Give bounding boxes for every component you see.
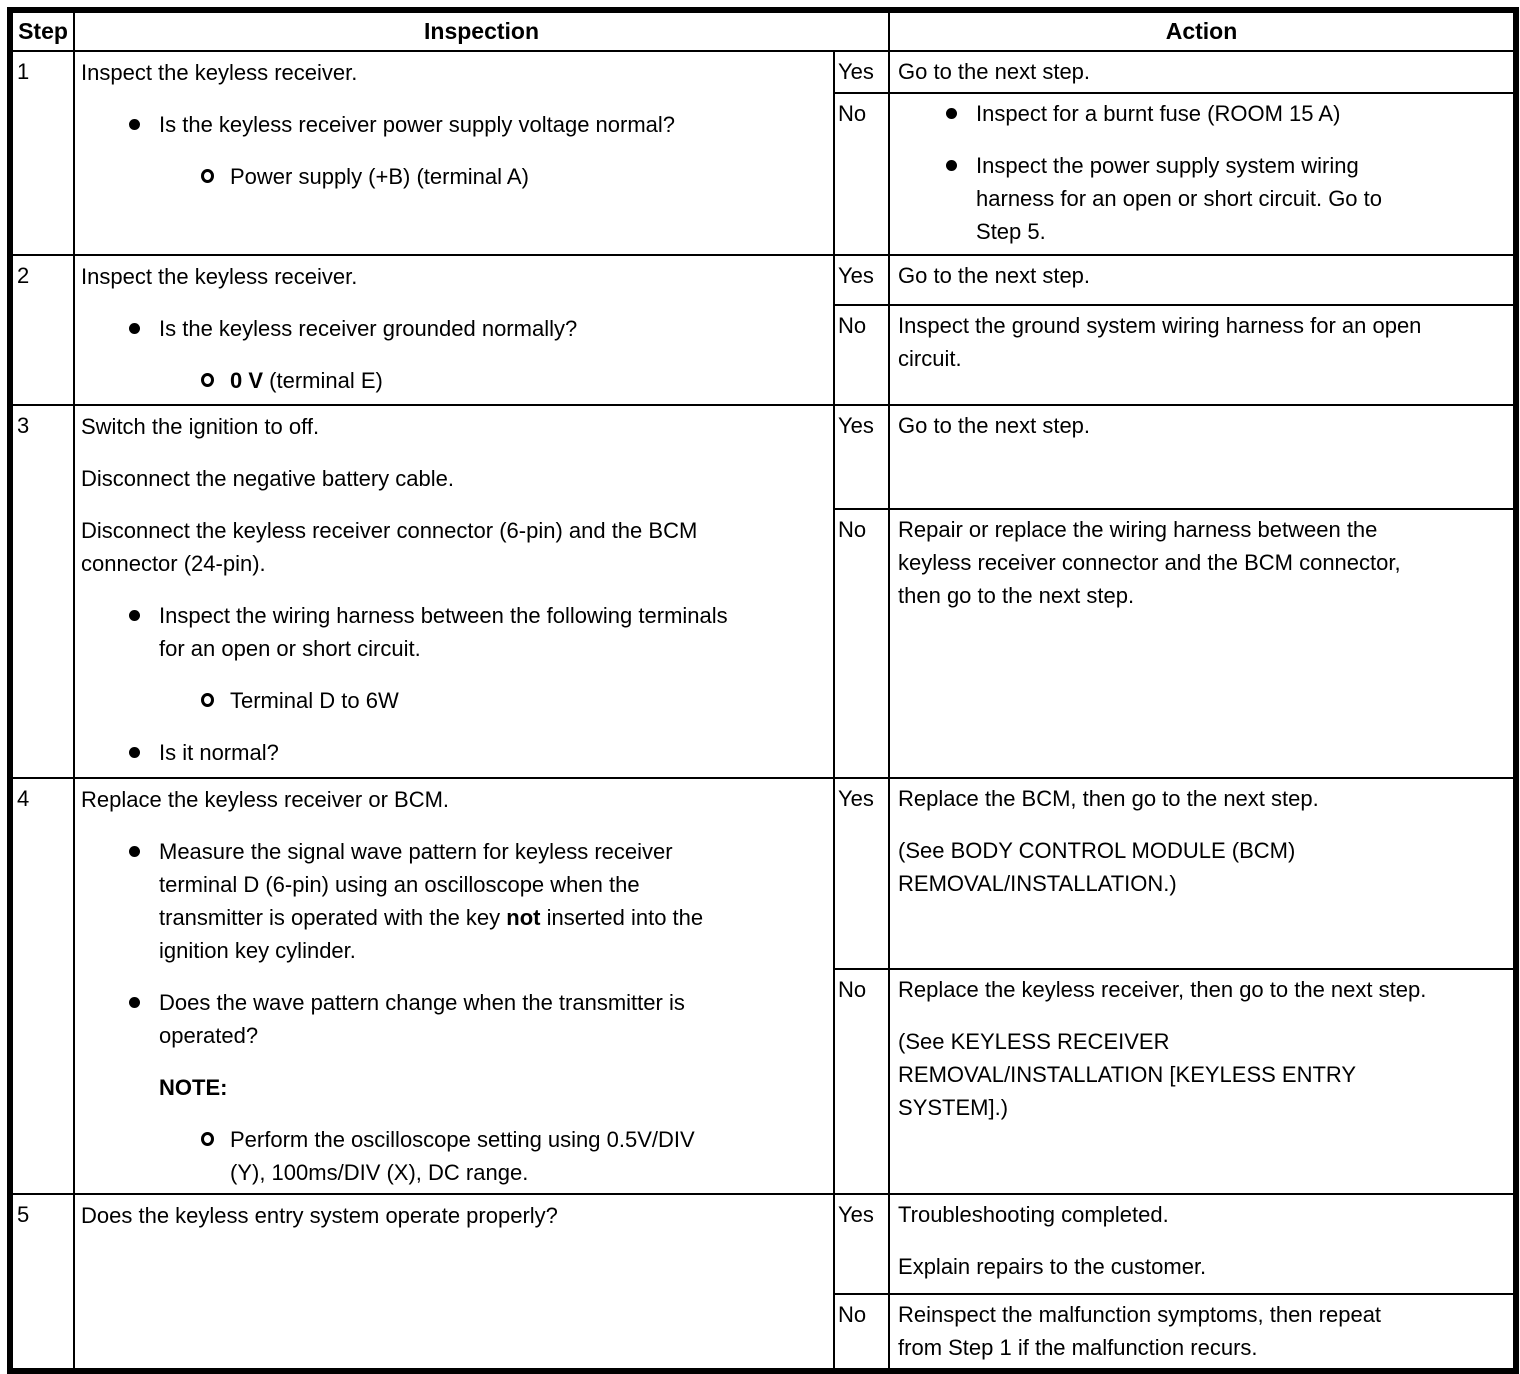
paragraph: [898, 1298, 1505, 1364]
no-label-cell: No: [834, 509, 889, 778]
no-label-cell: No: [834, 93, 889, 255]
text: Replace the keyless receiver, then go to the next step.: [898, 977, 1427, 1003]
step-number-cell: 4: [10, 778, 74, 1194]
table-row: [10, 51, 1516, 93]
text: Inspect the keyless receiver.: [81, 264, 358, 289]
paragraph: [898, 259, 1505, 292]
paragraph: [898, 1250, 1505, 1283]
text: 0 V (terminal E): [230, 368, 383, 393]
text: Disconnect the keyless receiver connector (6-pin) and the BCM connector (24-pin).: [81, 518, 698, 576]
yes-label-cell: Yes: [834, 778, 889, 969]
bullet-icon: [129, 997, 140, 1008]
circle-icon: [201, 373, 214, 387]
action-no-cell: [889, 305, 1516, 405]
paragraph: [898, 782, 1505, 815]
circle-icon: [201, 169, 214, 183]
no-label-cell: No: [834, 1294, 889, 1371]
text: Go to the next step.: [898, 413, 1091, 438]
text: NOTE:: [159, 1075, 228, 1100]
yes-label-cell: Yes: [834, 51, 889, 93]
step-number-cell: 1: [10, 51, 74, 255]
header-step: Step: [10, 10, 74, 51]
bullet-item: [81, 986, 819, 1052]
table-body: [10, 51, 1516, 1371]
text: Explain repairs to the customer.: [898, 1254, 1207, 1279]
action-no-cell: [889, 509, 1516, 778]
text: (See BODY CONTROL MODULE (BCM) REMOVAL/INSTALLATION.): [898, 838, 1296, 896]
inspection-cell: [74, 1194, 834, 1371]
paragraph: [81, 260, 819, 293]
paragraph: [898, 55, 1505, 88]
text: Inspect for a burnt fuse (ROOM 15 A): [976, 101, 1341, 126]
text: Inspect the ground system wiring harness for an open circuit.: [898, 313, 1422, 371]
text: Inspect the wiring harness between the following terminals for an open or short circuit.: [159, 603, 728, 661]
bullet-icon: [946, 160, 957, 171]
text: Power supply (+B) (terminal A): [230, 164, 529, 189]
paragraph: [898, 834, 1505, 900]
text: Reinspect the malfunction symptoms, then repeat from Step 1 if the malfunction recurs.: [898, 1302, 1382, 1360]
troubleshooting-table: [7, 7, 1519, 1374]
bullet-item: [81, 599, 819, 665]
text: Go to the next step.: [898, 59, 1091, 84]
bullet-icon: [946, 108, 957, 119]
bullet-icon: [129, 747, 140, 758]
paragraph: [898, 513, 1505, 612]
sub-bullet-item: [81, 684, 819, 717]
note-label: [81, 1071, 819, 1104]
circle-icon: [201, 693, 214, 707]
text: Troubleshooting completed.: [898, 1202, 1169, 1227]
action-yes-cell: [889, 51, 1516, 93]
text: Terminal D to 6W: [230, 688, 399, 713]
text: Does the wave pattern change when the transmitter is operated?: [159, 990, 685, 1048]
no-label-cell: No: [834, 969, 889, 1194]
bullet-item: [81, 312, 819, 345]
text: Switch the ignition to off.: [81, 414, 320, 439]
step-number-cell: 5: [10, 1194, 74, 1371]
text: Is it normal?: [159, 740, 279, 765]
bullet-icon: [129, 119, 140, 130]
text: Replace the keyless receiver or BCM.: [81, 787, 450, 812]
paragraph: [898, 309, 1505, 375]
step-number-cell: 3: [10, 405, 74, 778]
paragraph: [898, 1198, 1505, 1231]
bullet-item: [81, 736, 819, 769]
paragraph: [898, 973, 1505, 1006]
inspection-cell: [74, 405, 834, 778]
action-no-cell: [889, 969, 1516, 1194]
bullet-item: [898, 97, 1505, 130]
bullet-item: [898, 149, 1505, 248]
header-action: Action: [889, 10, 1516, 51]
yes-label-cell: Yes: [834, 1194, 889, 1294]
inspection-cell: [74, 255, 834, 405]
paragraph: [81, 462, 819, 495]
bullet-item: [81, 835, 819, 967]
text: Disconnect the negative battery cable.: [81, 466, 455, 491]
circle-icon: [201, 1132, 214, 1146]
yes-label-cell: Yes: [834, 255, 889, 305]
paragraph: [898, 409, 1505, 442]
action-yes-cell: [889, 1194, 1516, 1294]
table-header: [10, 10, 1516, 51]
table-row: [10, 1194, 1516, 1294]
bullet-icon: [129, 323, 140, 334]
text: Inspect the power supply system wiring harness for an open or short circuit. Go to Step 5.: [976, 153, 1382, 244]
action-no-cell: [889, 93, 1516, 255]
sub-bullet-item: [81, 160, 819, 193]
sub-bullet-item: [81, 364, 819, 397]
action-no-cell: [889, 1294, 1516, 1371]
text: Replace the BCM, then go to the next step.: [898, 786, 1319, 811]
action-yes-cell: [889, 405, 1516, 509]
text: Does the keyless entry system operate properly?: [81, 1203, 558, 1228]
paragraph: [81, 514, 819, 580]
text: (See KEYLESS RECEIVER REMOVAL/INSTALLATION [KEYLESS ENTRY SYSTEM].): [898, 1029, 1357, 1121]
table-row: [10, 778, 1516, 969]
bullet-icon: [129, 610, 140, 621]
table-row: [10, 405, 1516, 509]
paragraph: [81, 56, 819, 89]
paragraph: [898, 1025, 1505, 1124]
paragraph: [81, 1199, 819, 1232]
inspection-cell: [74, 778, 834, 1194]
text: Is the keyless receiver power supply voltage normal?: [159, 112, 676, 137]
action-yes-cell: [889, 255, 1516, 305]
header-inspection: Inspection: [74, 10, 889, 51]
inspection-cell: [74, 51, 834, 255]
bullet-icon: [129, 846, 140, 857]
header-row: [10, 10, 1516, 51]
sub-bullet-item: [81, 1123, 819, 1189]
bullet-item: [81, 108, 819, 141]
paragraph: [81, 410, 819, 443]
text: Repair or replace the wiring harness between the keyless receiver connector and the BCM connector, then go to the next step.: [898, 517, 1401, 608]
table-row: [10, 255, 1516, 305]
yes-label-cell: Yes: [834, 405, 889, 509]
action-yes-cell: [889, 778, 1516, 969]
step-number-cell: 2: [10, 255, 74, 405]
no-label-cell: No: [834, 305, 889, 405]
text: Inspect the keyless receiver.: [81, 60, 358, 85]
text: Go to the next step.: [898, 263, 1091, 288]
text: Is the keyless receiver grounded normally?: [159, 316, 578, 341]
paragraph: [81, 783, 819, 816]
text: Perform the oscilloscope setting using 0.5V/DIV (Y), 100ms/DIV (X), DC range.: [230, 1127, 695, 1185]
text: Measure the signal wave pattern for keyless receiver terminal D (6-pin) using an oscilloscope when the transmitter is operated with the key not inserted into the ignition key cylinder.: [159, 839, 704, 963]
